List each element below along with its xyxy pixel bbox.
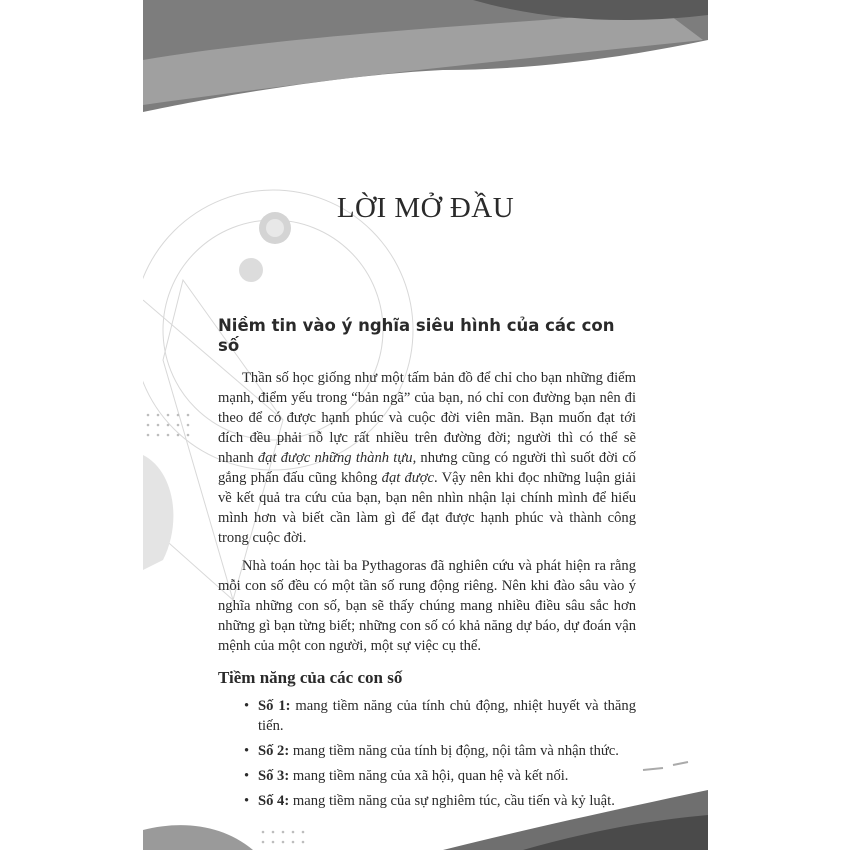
- list-item: [258, 791, 636, 811]
- text: Thần số học giống như một tấm bản đồ để chỉ cho bạn những điểm mạnh, điểm yếu trong “bản ngã” của bạn, nó chỉ con đường bạn nên đi theo để có được hạnh phúc và cuộc đời viên mãn. Bạn muốn đạt tới đích đều phải nỗ lực rất nhiều trên đường đời; người thì có thể sẽ nhanh: [218, 370, 636, 466]
- text: , nhưng cũng có người thì suốt đời cố gắng phấn đấu cũng không: [218, 450, 636, 486]
- subsection-heading: Tiềm năng của các con số: [218, 668, 403, 687]
- italic-text: đạt được: [381, 470, 435, 486]
- list-item: [258, 696, 636, 736]
- list-item: [258, 741, 636, 761]
- page-title: LỜI MỞ ĐẦU: [336, 192, 515, 224]
- item-label: Số 4:: [258, 793, 290, 809]
- item-text: mang tiềm năng của sự nghiêm túc, cầu tiến và kỷ luật.: [289, 793, 615, 809]
- item-text: mang tiềm năng của tính chủ động, nhiệt huyết và thăng tiến.: [258, 698, 637, 734]
- paragraph: [218, 368, 636, 548]
- bullet-list: [218, 696, 636, 811]
- item-label: Số 2:: [258, 743, 290, 759]
- page-content: [218, 316, 636, 816]
- item-text: mang tiềm năng của tính bị động, nội tâm và nhận thức.: [289, 743, 619, 759]
- paragraph: Nhà toán học tài ba Pythagoras đã nghiên cứu và phát hiện ra rằng mỗi con số đều có một tần số rung động riêng. Nên khi đào sâu vào ý nghĩa những con số, bạn sẽ thấy chúng mang nhiều điều sâu sắc hơn những gì bạn từng biết; những con số có khả năng dự báo, dự đoán vận mệnh của một con người, một sự việc cụ thể.: [218, 558, 636, 654]
- list-item: [258, 766, 636, 786]
- item-label: Số 3:: [258, 768, 290, 784]
- text: . Vậy nên khi đọc những luận giải về kết quả tra cứu của bạn, bạn nên nhìn nhận lại chính mình để hiểu mình hơn và biết cần làm gì để đạt được hạnh phúc và thành công trong cuộc đời.: [218, 470, 637, 546]
- item-label: Số 1:: [258, 698, 291, 714]
- item-text: mang tiềm năng của xã hội, quan hệ và kết nối.: [289, 768, 569, 784]
- book-page: [143, 0, 708, 850]
- section-heading: Niềm tin vào ý nghĩa siêu hình của các con số: [218, 316, 615, 355]
- italic-text: đạt được những thành tựu: [257, 450, 413, 466]
